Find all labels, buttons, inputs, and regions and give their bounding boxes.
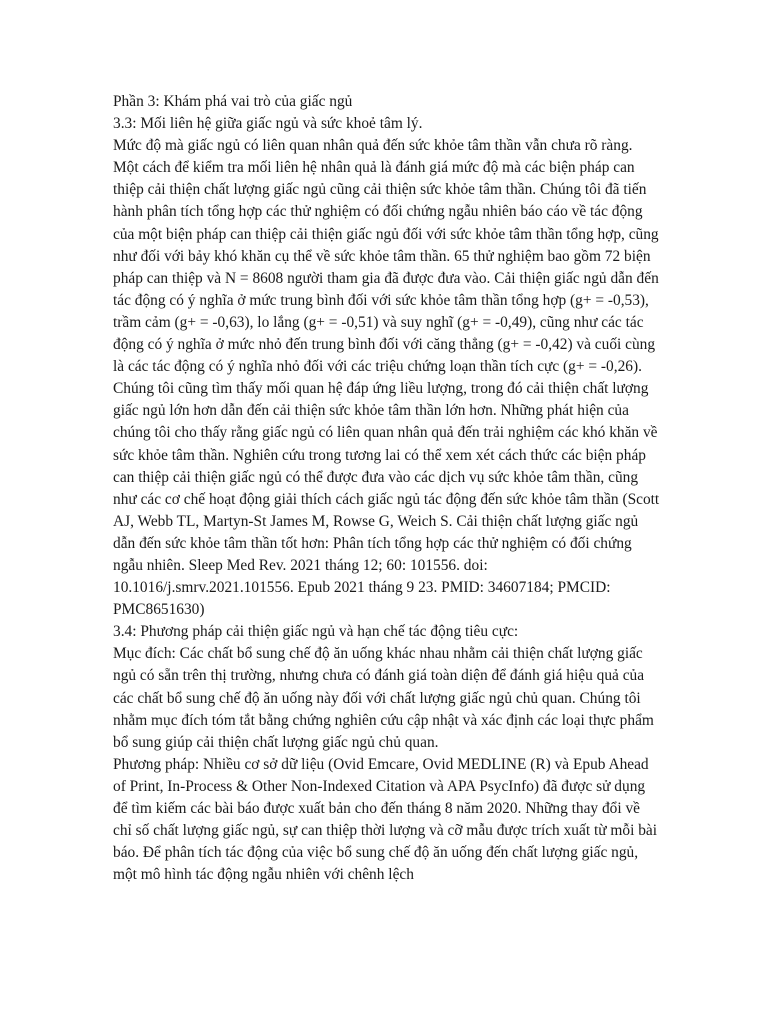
subsection-heading: 3.3: Mối liên hệ giữa giấc ngủ và sức khoẻ tâm lý. bbox=[113, 115, 423, 133]
section-heading: Phần 3: Khám phá vai trò của giấc ngủ bbox=[113, 93, 353, 110]
document-page bbox=[113, 91, 661, 886]
subsection-heading: 3.4: Phương pháp cải thiện giấc ngủ và hạn chế tác động tiêu cực: bbox=[113, 623, 519, 641]
body-paragraph: Phương pháp: Nhiều cơ sở dữ liệu (Ovid Emcare, Ovid MEDLINE (R) và Epub Ahead of Print, In-Process & Other Non-Indexed Citation và APA PsycInfo) đã được sử dụng để tìm kiếm các bài báo được xuất bản cho đến tháng 8 năm 2020. Những thay đổi về chỉ số chất lượng giấc ngủ, sự can thiệp thời lượng và cỡ mẫu được trích xuất từ mỗi bài báo. Để phân tích tác động của việc bổ sung chế độ ăn uống đến chất lượng giấc ngủ, một mô hình tác động ngẫu nhiên với chênh lệch bbox=[113, 755, 658, 884]
body-paragraph: Mức độ mà giấc ngủ có liên quan nhân quả đến sức khỏe tâm thần vẫn chưa rõ ràng. Một cách để kiểm tra mối liên hệ nhân quả là đánh giá mức độ mà các biện pháp can thiệp cải thiện chất lượng giấc ngủ cũng cải thiện sức khỏe tâm thần. Chúng tôi đã tiến hành phân tích tổng hợp các thử nghiệm có đối chứng ngẫu nhiên báo cáo về tác động của một biện pháp can thiệp cải thiện giấc ngủ đối với sức khỏe tâm thần tổng hợp, cũng như đối với bảy khó khăn cụ thể về sức khỏe tâm thần. 65 thử nghiệm bao gồm 72 biện pháp can thiệp và N = 8608 người tham gia đã được đưa vào. Cải thiện giấc ngủ dẫn đến tác động có ý nghĩa ở mức trung bình đối với sức khỏe tâm thần tổng hợp (g+ = -0,53), trầm cảm (g+ = -0,63), lo lắng (g+ = -0,51) và suy nghĩ (g+ = -0,49), cũng như các tác động có ý nghĩa ở mức nhỏ đến trung bình đối với căng thẳng (g+ = -0,42) và cuối cùng là các tác động có ý nghĩa nhỏ đối với các triệu chứng loạn thần tích cực (g+ = -0,26). Chúng tôi cũng tìm thấy mối quan hệ đáp ứng liều lượng, trong đó cải thiện chất lượng giấc ngủ lớn hơn dẫn đến cải thiện sức khỏe tâm thần lớn hơn. Những phát hiện của chúng tôi cho thấy rằng giấc ngủ có liên quan nhân quả đến trải nghiệm các khó khăn về sức khỏe tâm thần. Nghiên cứu trong tương lai có thể xem xét cách thức các biện pháp can thiệp cải thiện giấc ngủ có thể được đưa vào các dịch vụ sức khỏe tâm thần, cũng như các cơ chế hoạt động giải thích cách giấc ngủ tác động đến sức khỏe tâm thần (Scott AJ, Webb TL, Martyn-St James M, Rowse G, Weich S. Cải thiện chất lượng giấc ngủ dẫn đến sức khỏe tâm thần tốt hơn: Phân tích tổng hợp các thử nghiệm có đối chứng ngẫu nhiên. Sleep Med Rev. 2021 tháng 12; 60: 101556. doi: 10.1016/j.smrv.2021.101556. Epub 2021 tháng 9 23. PMID: 34607184; PMCID: PMC8651630) bbox=[113, 137, 660, 619]
body-paragraph: Mục đích: Các chất bổ sung chế độ ăn uống khác nhau nhằm cải thiện chất lượng giấc ngủ có sẵn trên thị trường, nhưng chưa có đánh giá toàn diện để đánh giá hiệu quả của các chất bổ sung chế độ ăn uống này đối với chất lượng giấc ngủ chủ quan. Chúng tôi nhằm mục đích tóm tắt bằng chứng nghiên cứu cập nhật và xác định các loại thực phẩm bổ sung giúp cải thiện chất lượng giấc ngủ chủ quan. bbox=[113, 645, 654, 751]
